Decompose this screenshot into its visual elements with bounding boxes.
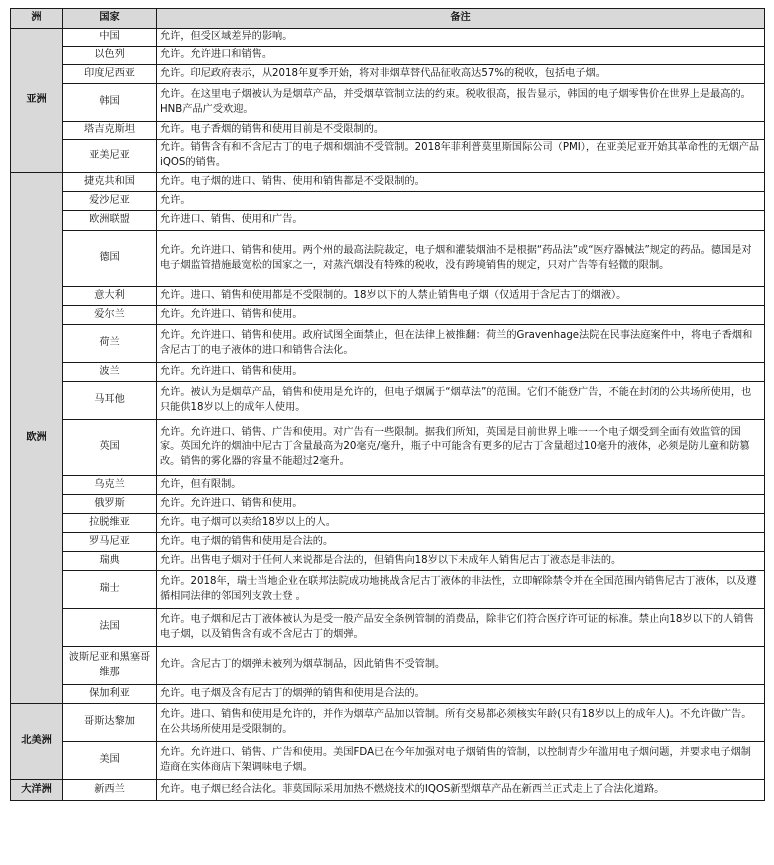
header-continent: 洲 [11, 9, 63, 29]
country-cell: 中国 [63, 29, 157, 47]
note-cell: 允许。允许进口、销售和使用。两个州的最高法院裁定，电子烟和灌装烟油不是根据“药品法”或“医疗器械法”规定的药品。德国是对电子烟监管措施最宽松的国家之一，对蒸汽烟没有特殊的税收，没有跨境销售的规定，只对广告等有轻微的限制。 [157, 231, 765, 287]
country-cell: 塔吉克斯坦 [63, 122, 157, 140]
note-cell: 允许。电子香烟的销售和使用目前是不受限制的。 [157, 122, 765, 140]
continent-cell: 欧洲 [11, 173, 63, 704]
table-row [11, 306, 765, 325]
note-cell: 允许。出售电子烟对于任何人来说都是合法的，但销售向18岁以下未成年人销售尼古丁液态是非法的。 [157, 552, 765, 571]
table-row [11, 287, 765, 306]
table-row [11, 495, 765, 514]
table-row [11, 192, 765, 211]
country-cell: 罗马尼亚 [63, 533, 157, 552]
table-row [11, 140, 765, 173]
note-cell: 允许。允许进口、销售和使用。政府试图全面禁止，但在法律上被推翻：荷兰的Gravenhage法院在民事法庭案件中，将电子香烟和含尼古丁的电子液体的进口和销售合法化。 [157, 325, 765, 363]
table-row [11, 780, 765, 801]
note-cell: 允许。电子烟可以卖给18岁以上的人。 [157, 514, 765, 533]
note-cell: 允许。进口、销售和使用都是不受限制的。18岁以下的人禁止销售电子烟（仅适用于含尼古丁的烟液）。 [157, 287, 765, 306]
country-cell: 俄罗斯 [63, 495, 157, 514]
note-cell: 允许。电子烟的进口、销售、使用和销售都是不受限制的。 [157, 173, 765, 192]
note-cell: 允许。允许进口、销售和使用。 [157, 363, 765, 382]
country-cell: 印度尼西亚 [63, 65, 157, 84]
note-cell: 允许。印尼政府表示，从2018年夏季开始，将对非烟草替代品征收高达57%的税收，包括电子烟。 [157, 65, 765, 84]
header-note: 备注 [157, 9, 765, 29]
table-row [11, 571, 765, 609]
country-cell: 欧洲联盟 [63, 211, 157, 231]
country-cell: 捷克共和国 [63, 173, 157, 192]
table-row [11, 122, 765, 140]
table-row [11, 420, 765, 476]
country-cell: 瑞典 [63, 552, 157, 571]
note-cell: 允许。电子烟的销售和使用是合法的。 [157, 533, 765, 552]
country-cell: 以色列 [63, 47, 157, 65]
note-cell: 允许。被认为是烟草产品，销售和使用是允许的，但电子烟属于“烟草法”的范围。它们不能登广告，不能在封闭的公共场所使用，也只能供18岁以上的成年人使用。 [157, 382, 765, 420]
note-cell: 允许。电子烟及含有尼古丁的烟弹的销售和使用是合法的。 [157, 685, 765, 704]
country-cell: 瑞士 [63, 571, 157, 609]
table-row [11, 382, 765, 420]
table-row [11, 476, 765, 495]
table-row [11, 231, 765, 287]
note-cell: 允许进口、销售、使用和广告。 [157, 211, 765, 231]
country-cell: 马耳他 [63, 382, 157, 420]
note-cell: 允许，但受区域差异的影响。 [157, 29, 765, 47]
country-cell: 波斯尼亚和黑塞哥维那 [63, 647, 157, 685]
note-cell: 允许，但有限制。 [157, 476, 765, 495]
note-cell: 允许。含尼古丁的烟弹未被列为烟草制品，因此销售不受管制。 [157, 647, 765, 685]
country-cell: 荷兰 [63, 325, 157, 363]
note-cell: 允许。进口、销售和使用是允许的，并作为烟草产品加以管制。所有交易都必须核实年龄(只有18岁以上的成年人)。不允许做广告。在公共场所使用是受限制的。 [157, 704, 765, 742]
table-row [11, 533, 765, 552]
country-cell: 爱尔兰 [63, 306, 157, 325]
table-row [11, 704, 765, 742]
note-cell: 允许。销售含有和不含尼古丁的电子烟和烟油不受管制。2018年菲利普莫里斯国际公司（PMI），在亚美尼亚开始其革命性的无烟产品iQOS的销售。 [157, 140, 765, 173]
country-cell: 爱沙尼亚 [63, 192, 157, 211]
country-cell: 亚美尼亚 [63, 140, 157, 173]
note-cell: 允许。电子烟和尼古丁液体被认为是受一般产品安全条例管制的消费品，除非它们符合医疗许可证的标准。禁止向18岁以下的人销售电子烟，以及销售含有或不含尼古丁的烟弹。 [157, 609, 765, 647]
note-cell: 允许。允许进口和销售。 [157, 47, 765, 65]
country-cell: 韩国 [63, 84, 157, 122]
country-cell: 波兰 [63, 363, 157, 382]
table-row [11, 552, 765, 571]
continent-cell: 亚洲 [11, 29, 63, 173]
table-row [11, 84, 765, 122]
note-cell: 允许。允许进口、销售和使用。 [157, 495, 765, 514]
table-row [11, 647, 765, 685]
header-row [11, 9, 765, 29]
country-cell: 新西兰 [63, 780, 157, 801]
table-body [11, 29, 765, 801]
note-cell: 允许。允许进口、销售、广告和使用。对广告有一些限制。据我们所知，英国是目前世界上唯一一个电子烟受到全面有效监管的国家。英国允许的烟油中尼古丁含量最高为20毫克/毫升，瓶子中可能含有更多的尼古丁含量超过10毫升的液体，必须是防儿童和防篡改。销售的雾化器的容量不能超过2毫升。 [157, 420, 765, 476]
table-row [11, 325, 765, 363]
note-cell: 允许。 [157, 192, 765, 211]
country-cell: 美国 [63, 742, 157, 780]
table-row [11, 609, 765, 647]
header-country: 国家 [63, 9, 157, 29]
table-row [11, 211, 765, 231]
table-row [11, 173, 765, 192]
table-row [11, 47, 765, 65]
country-cell: 哥斯达黎加 [63, 704, 157, 742]
table-row [11, 363, 765, 382]
country-cell: 德国 [63, 231, 157, 287]
note-cell: 允许。在这里电子烟被认为是烟草产品，并受烟草管制立法的约束。税收很高，报告显示，韩国的电子烟零售价在世界上是最高的。HNB产品广受欢迎。 [157, 84, 765, 122]
continent-cell: 北美洲 [11, 704, 63, 780]
table-row [11, 65, 765, 84]
note-cell: 允许。允许进口、销售和使用。 [157, 306, 765, 325]
note-cell: 允许。允许进口、销售、广告和使用。美国FDA已在今年加强对电子烟销售的管制，以控制青少年滥用电子烟问题，并要求电子烟制造商在实体商店下架调味电子烟。 [157, 742, 765, 780]
table-row [11, 514, 765, 533]
country-cell: 乌克兰 [63, 476, 157, 495]
country-cell: 法国 [63, 609, 157, 647]
country-cell: 意大利 [63, 287, 157, 306]
country-cell: 保加利亚 [63, 685, 157, 704]
country-cell: 拉脱维亚 [63, 514, 157, 533]
note-cell: 允许。2018年，瑞士当地企业在联邦法院成功地挑战含尼古丁液体的非法性，立即解除禁令并在全国范围内销售尼古丁液体，以及遵循相同法律的邻国列支敦士登 。 [157, 571, 765, 609]
country-cell: 英国 [63, 420, 157, 476]
table-row [11, 29, 765, 47]
table-row [11, 685, 765, 704]
regulation-table [10, 8, 765, 801]
table-row [11, 742, 765, 780]
note-cell: 允许。电子烟已经合法化。菲莫国际采用加热不燃烧技术的IQOS新型烟草产品在新西兰正式走上了合法化道路。 [157, 780, 765, 801]
continent-cell: 大洋洲 [11, 780, 63, 801]
